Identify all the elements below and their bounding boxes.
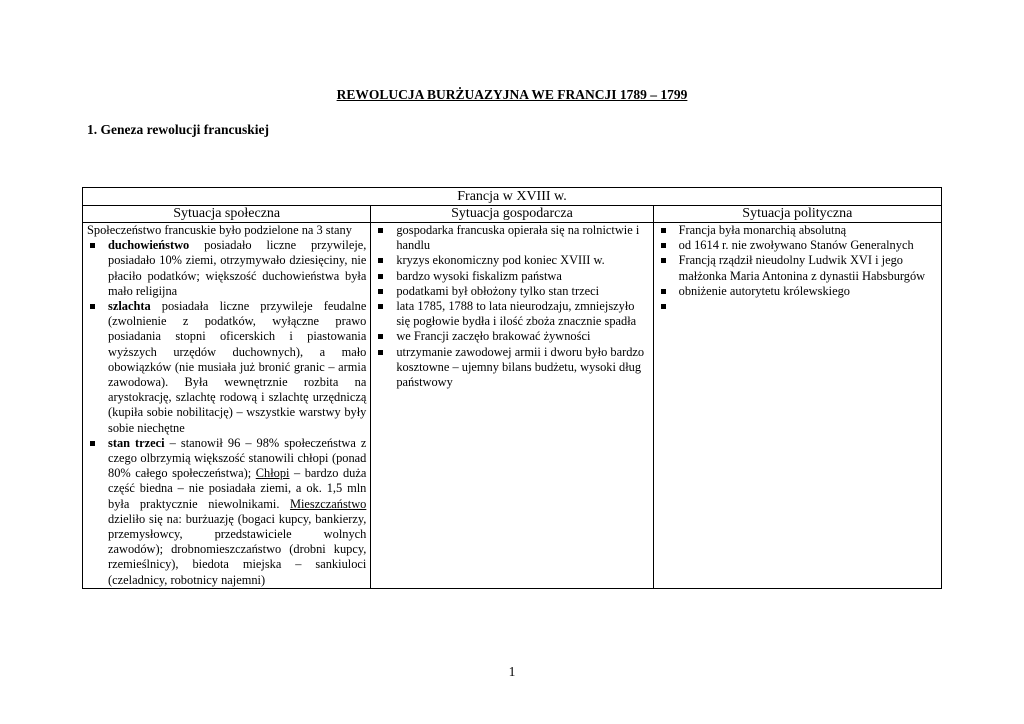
list-item: bardzo wysoki fiskalizm państwa bbox=[375, 269, 648, 284]
list-item: Francja była monarchią absolutną bbox=[658, 223, 937, 238]
term-third-estate: stan trzeci bbox=[108, 435, 165, 450]
header-political: Sytuacja polityczna bbox=[653, 206, 941, 223]
list-item: Francją rządził nieudolny Ludwik XVI i jego małżonka Maria Antonina z dynastii Habsburgów bbox=[658, 253, 937, 283]
list-item-nobility bbox=[87, 299, 366, 436]
term-nobility: szlachta bbox=[108, 299, 151, 314]
political-list bbox=[658, 223, 937, 314]
table-body-row bbox=[83, 223, 942, 589]
clergy-text: posiadało liczne przywileje, posiadało 10% ziemi, otrzymywało dziesięciny, nie płaciło podatków; większość duchowieństwa była mało religijna bbox=[108, 238, 367, 298]
list-item-third-estate bbox=[87, 436, 366, 588]
third-estate-text-c: dzieliło się na: burżuazję (bogaci kupcy, bankierzy, przemysłowcy, przedstawiciele wolnych zawodów); drobnomieszczaństwo (drobni kupcy, rzemieślnicy), biedota miejska – sankiuloci (czeladnicy, robotnicy najemni) bbox=[108, 511, 367, 587]
third-estate-text-a: – stanowił 96 – 98% społeczeństwa z czego olbrzymią większość stanowili chłopi (ponad 80% całego społeczeństwa); bbox=[108, 435, 367, 481]
third-estate-text-b: – bardzo duża część biedna – nie posiadała ziemi, a ok. 1,5 mln była praktycznie niewolnikami. bbox=[108, 466, 367, 511]
france-18th-century-table bbox=[82, 187, 942, 589]
list-item: gospodarka francuska opierała się na rolnictwie i handlu bbox=[375, 223, 648, 253]
page-number: 1 bbox=[508, 664, 516, 679]
list-item: obniżenie autorytetu królewskiego bbox=[658, 284, 937, 299]
list-item: od 1614 r. nie zwoływano Stanów Generalnych bbox=[658, 238, 937, 253]
social-cell bbox=[83, 223, 371, 589]
economic-cell bbox=[371, 223, 653, 589]
list-item-empty bbox=[658, 299, 937, 314]
list-item-clergy bbox=[87, 238, 366, 299]
table-header-row bbox=[83, 206, 942, 223]
list-item: we Francji zaczęło brakować żywności bbox=[375, 329, 648, 344]
bourgeoisie-label: Mieszczaństwo bbox=[289, 496, 367, 511]
economic-list bbox=[375, 223, 648, 390]
list-item: lata 1785, 1788 to lata nieurodzaju, zmniejszyło się pogłowie bydła i ilość zboża znacznie spadła bbox=[375, 299, 648, 329]
list-item: utrzymanie zawodowej armii i dworu było bardzo kosztowne – ujemny bilans budżetu, wysoki dług państwowy bbox=[375, 345, 648, 391]
table-caption-row bbox=[83, 188, 942, 206]
nobility-text: posiadała liczne przywileje feudalne (zwolnienie z podatków, wyłączne prawo posiadania stopni oficerskich i piastowania wyższych urzędów duchownych), a mało obowiązków (nie musiała już bronić granic – armia zawodowa). Była wewnętrznie rozbita na arystokrację, szlachtę rodową i szlachtę urzędniczą (kupiła sobie nobilitację) – wszystkie warstwy były sobie niechętne bbox=[108, 299, 367, 435]
header-economic: Sytuacja gospodarcza bbox=[371, 206, 653, 223]
table-caption: Francja w XVIII w. bbox=[83, 188, 942, 206]
section-heading: 1. Geneza rewolucji francuskiej bbox=[87, 122, 269, 137]
list-item: kryzys ekonomiczny pod koniec XVIII w. bbox=[375, 253, 648, 268]
political-cell bbox=[653, 223, 941, 589]
peasants-label: Chłopi bbox=[255, 466, 290, 481]
header-social: Sytuacja społeczna bbox=[83, 206, 371, 223]
term-clergy: duchowieństwo bbox=[108, 238, 190, 253]
social-intro: Społeczeństwo francuskie było podzielone na 3 stany bbox=[87, 223, 352, 237]
list-item: podatkami był obłożony tylko stan trzeci bbox=[375, 284, 648, 299]
social-list bbox=[87, 238, 366, 588]
document-title: REWOLUCJA BURŻUAZYJNA WE FRANCJI 1789 – 1799 bbox=[336, 87, 688, 102]
